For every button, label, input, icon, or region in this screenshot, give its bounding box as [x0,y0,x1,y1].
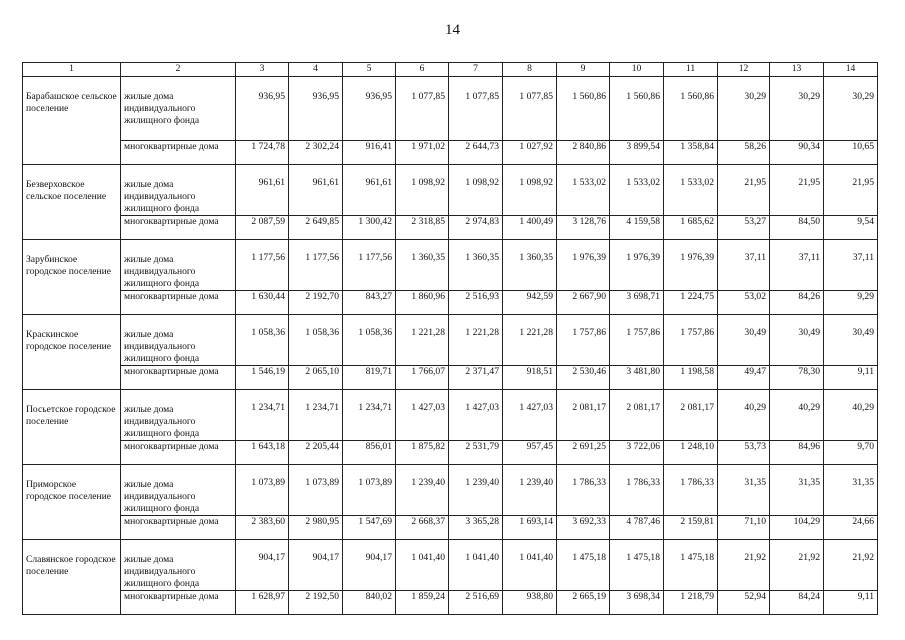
value-cell-col-3: 961,61 [236,165,289,216]
value-cell-col-7: 2 371,47 [449,366,503,390]
value-cell-col-6: 1 221,28 [396,315,449,366]
value-cell-col-5: 1 300,42 [343,216,396,240]
value-cell-col-3: 1 724,78 [236,141,289,165]
value-cell-col-12: 53,02 [718,291,770,315]
value-cell-col-11: 1 685,62 [664,216,718,240]
value-cell-col-14: 9,54 [824,216,878,240]
value-cell-col-6: 1 766,07 [396,366,449,390]
tariff-table [22,62,878,615]
value-cell-col-10: 1 757,86 [610,315,664,366]
housing-type: многоквартирные дома [121,291,236,315]
value-cell-col-12: 52,94 [718,591,770,615]
housing-type: многоквартирные дома [121,591,236,615]
value-cell-col-9: 1 475,18 [557,540,610,591]
table-body [23,63,878,615]
value-cell-col-6: 1 971,02 [396,141,449,165]
value-cell-col-12: 21,95 [718,165,770,216]
value-cell-col-14: 9,70 [824,441,878,465]
value-cell-col-10: 1 976,39 [610,240,664,291]
value-cell-col-10: 3 481,80 [610,366,664,390]
table-row [23,240,878,291]
value-cell-col-10: 1 786,33 [610,465,664,516]
value-cell-col-9: 2 081,17 [557,390,610,441]
value-cell-col-14: 9,11 [824,366,878,390]
value-cell-col-6: 1 859,24 [396,591,449,615]
value-cell-col-13: 30,49 [770,315,824,366]
housing-type: жилые дома индивидуального жилищного фонда [121,465,236,516]
value-cell-col-10: 3 899,54 [610,141,664,165]
column-number-14: 14 [824,63,878,77]
value-cell-col-6: 1 360,35 [396,240,449,291]
value-cell-col-4: 2 192,70 [289,291,343,315]
value-cell-col-8: 957,45 [503,441,557,465]
value-cell-col-12: 37,11 [718,240,770,291]
column-number-6: 6 [396,63,449,77]
value-cell-col-14: 21,95 [824,165,878,216]
value-cell-col-4: 1 234,71 [289,390,343,441]
housing-type: многоквартирные дома [121,366,236,390]
column-number-1: 1 [23,63,121,77]
value-cell-col-5: 819,71 [343,366,396,390]
value-cell-col-11: 1 198,58 [664,366,718,390]
value-cell-col-10: 3 722,06 [610,441,664,465]
housing-type: жилые дома индивидуального жилищного фонда [121,315,236,366]
table-row [23,366,878,390]
value-cell-col-7: 1 077,85 [449,77,503,141]
value-cell-col-14: 21,92 [824,540,878,591]
value-cell-col-13: 84,26 [770,291,824,315]
value-cell-col-7: 2 516,69 [449,591,503,615]
value-cell-col-6: 1 041,40 [396,540,449,591]
value-cell-col-14: 9,11 [824,591,878,615]
value-cell-col-5: 1 234,71 [343,390,396,441]
value-cell-col-13: 104,29 [770,516,824,540]
value-cell-col-4: 961,61 [289,165,343,216]
value-cell-col-11: 2 159,81 [664,516,718,540]
value-cell-col-8: 1 400,49 [503,216,557,240]
column-number-5: 5 [343,63,396,77]
value-cell-col-13: 37,11 [770,240,824,291]
value-cell-col-12: 21,92 [718,540,770,591]
value-cell-col-4: 2 065,10 [289,366,343,390]
settlement-name: Зарубинское городское поселение [23,240,121,315]
housing-type: жилые дома индивидуального жилищного фонда [121,240,236,291]
value-cell-col-4: 2 205,44 [289,441,343,465]
value-cell-col-9: 1 533,02 [557,165,610,216]
value-cell-col-6: 1 098,92 [396,165,449,216]
value-cell-col-10: 4 159,58 [610,216,664,240]
value-cell-col-13: 84,50 [770,216,824,240]
value-cell-col-7: 1 239,40 [449,465,503,516]
column-number-2: 2 [121,63,236,77]
value-cell-col-8: 942,59 [503,291,557,315]
value-cell-col-11: 1 475,18 [664,540,718,591]
value-cell-col-5: 904,17 [343,540,396,591]
value-cell-col-3: 1 234,71 [236,390,289,441]
value-cell-col-12: 40,29 [718,390,770,441]
housing-type: жилые дома индивидуального жилищного фонда [121,77,236,141]
value-cell-col-4: 2 649,85 [289,216,343,240]
housing-type: многоквартирные дома [121,516,236,540]
settlement-name: Славянское городское поселение [23,540,121,615]
value-cell-col-9: 3 692,33 [557,516,610,540]
value-cell-col-8: 1 693,14 [503,516,557,540]
value-cell-col-9: 2 665,19 [557,591,610,615]
value-cell-col-7: 2 974,83 [449,216,503,240]
value-cell-col-13: 84,24 [770,591,824,615]
value-cell-col-9: 1 757,86 [557,315,610,366]
value-cell-col-3: 1 643,18 [236,441,289,465]
value-cell-col-7: 1 221,28 [449,315,503,366]
value-cell-col-12: 30,49 [718,315,770,366]
value-cell-col-14: 9,29 [824,291,878,315]
column-number-13: 13 [770,63,824,77]
value-cell-col-5: 1 058,36 [343,315,396,366]
value-cell-col-6: 1 239,40 [396,465,449,516]
value-cell-col-10: 1 560,86 [610,77,664,141]
value-cell-col-8: 1 427,03 [503,390,557,441]
column-number-8: 8 [503,63,557,77]
value-cell-col-10: 1 533,02 [610,165,664,216]
value-cell-col-13: 21,95 [770,165,824,216]
value-cell-col-6: 1 427,03 [396,390,449,441]
value-cell-col-4: 1 177,56 [289,240,343,291]
value-cell-col-11: 1 248,10 [664,441,718,465]
value-cell-col-14: 30,29 [824,77,878,141]
value-cell-col-13: 84,96 [770,441,824,465]
table-row [23,165,878,216]
value-cell-col-13: 40,29 [770,390,824,441]
value-cell-col-11: 1 976,39 [664,240,718,291]
value-cell-col-3: 1 628,97 [236,591,289,615]
table-row [23,390,878,441]
table-row [23,591,878,615]
value-cell-col-7: 1 098,92 [449,165,503,216]
value-cell-col-5: 936,95 [343,77,396,141]
value-cell-col-11: 2 081,17 [664,390,718,441]
table-row [23,441,878,465]
value-cell-col-14: 30,49 [824,315,878,366]
value-cell-col-4: 1 058,36 [289,315,343,366]
value-cell-col-5: 961,61 [343,165,396,216]
value-cell-col-5: 856,01 [343,441,396,465]
column-number-row [23,63,878,77]
table-row [23,77,878,141]
value-cell-col-6: 1 077,85 [396,77,449,141]
value-cell-col-6: 2 318,85 [396,216,449,240]
value-cell-col-5: 916,41 [343,141,396,165]
value-cell-col-3: 1 177,56 [236,240,289,291]
settlement-name: Безверховское сельское поселение [23,165,121,240]
value-cell-col-3: 936,95 [236,77,289,141]
value-cell-col-11: 1 560,86 [664,77,718,141]
value-cell-col-7: 3 365,28 [449,516,503,540]
value-cell-col-7: 1 360,35 [449,240,503,291]
value-cell-col-4: 2 980,95 [289,516,343,540]
value-cell-col-12: 53,73 [718,441,770,465]
settlement-name: Барабашское сельское поселение [23,77,121,165]
column-number-12: 12 [718,63,770,77]
value-cell-col-5: 1 547,69 [343,516,396,540]
value-cell-col-12: 53,27 [718,216,770,240]
value-cell-col-9: 2 530,46 [557,366,610,390]
value-cell-col-12: 30,29 [718,77,770,141]
value-cell-col-6: 1 860,96 [396,291,449,315]
settlement-name: Приморское городское поселение [23,465,121,540]
value-cell-col-13: 78,30 [770,366,824,390]
value-cell-col-10: 1 475,18 [610,540,664,591]
value-cell-col-14: 37,11 [824,240,878,291]
value-cell-col-9: 2 840,86 [557,141,610,165]
value-cell-col-4: 936,95 [289,77,343,141]
value-cell-col-9: 3 128,76 [557,216,610,240]
column-number-9: 9 [557,63,610,77]
settlement-name: Краскинское городское поселение [23,315,121,390]
value-cell-col-12: 71,10 [718,516,770,540]
value-cell-col-11: 1 224,75 [664,291,718,315]
value-cell-col-11: 1 757,86 [664,315,718,366]
value-cell-col-7: 1 041,40 [449,540,503,591]
value-cell-col-13: 21,92 [770,540,824,591]
value-cell-col-13: 30,29 [770,77,824,141]
value-cell-col-4: 2 302,24 [289,141,343,165]
value-cell-col-8: 1 041,40 [503,540,557,591]
value-cell-col-10: 3 698,71 [610,291,664,315]
value-cell-col-3: 1 058,36 [236,315,289,366]
value-cell-col-9: 1 560,86 [557,77,610,141]
value-cell-col-5: 1 073,89 [343,465,396,516]
column-number-3: 3 [236,63,289,77]
value-cell-col-14: 24,66 [824,516,878,540]
column-number-7: 7 [449,63,503,77]
value-cell-col-11: 1 533,02 [664,165,718,216]
value-cell-col-8: 1 360,35 [503,240,557,291]
value-cell-col-11: 1 358,84 [664,141,718,165]
housing-type: многоквартирные дома [121,216,236,240]
value-cell-col-5: 840,02 [343,591,396,615]
column-number-10: 10 [610,63,664,77]
housing-type: многоквартирные дома [121,441,236,465]
housing-type: жилые дома индивидуального жилищного фонда [121,390,236,441]
housing-type: жилые дома индивидуального жилищного фонда [121,165,236,216]
value-cell-col-13: 31,35 [770,465,824,516]
table-row [23,540,878,591]
value-cell-col-6: 2 668,37 [396,516,449,540]
table-row [23,315,878,366]
value-cell-col-8: 1 098,92 [503,165,557,216]
value-cell-col-10: 3 698,34 [610,591,664,615]
value-cell-col-12: 58,26 [718,141,770,165]
value-cell-col-7: 2 516,93 [449,291,503,315]
value-cell-col-14: 10,65 [824,141,878,165]
value-cell-col-8: 918,51 [503,366,557,390]
column-number-4: 4 [289,63,343,77]
value-cell-col-5: 1 177,56 [343,240,396,291]
table-row [23,216,878,240]
value-cell-col-3: 2 383,60 [236,516,289,540]
value-cell-col-4: 2 192,50 [289,591,343,615]
housing-type: жилые дома индивидуального жилищного фонда [121,540,236,591]
value-cell-col-10: 2 081,17 [610,390,664,441]
table-row [23,465,878,516]
value-cell-col-3: 904,17 [236,540,289,591]
value-cell-col-8: 1 221,28 [503,315,557,366]
value-cell-col-9: 2 667,90 [557,291,610,315]
value-cell-col-12: 31,35 [718,465,770,516]
column-number-11: 11 [664,63,718,77]
value-cell-col-8: 1 027,92 [503,141,557,165]
value-cell-col-11: 1 218,79 [664,591,718,615]
value-cell-col-3: 1 630,44 [236,291,289,315]
value-cell-col-9: 1 786,33 [557,465,610,516]
table-row [23,291,878,315]
value-cell-col-14: 40,29 [824,390,878,441]
value-cell-col-7: 2 531,79 [449,441,503,465]
value-cell-col-10: 4 787,46 [610,516,664,540]
value-cell-col-4: 904,17 [289,540,343,591]
table-row [23,516,878,540]
table-row [23,141,878,165]
value-cell-col-7: 1 427,03 [449,390,503,441]
value-cell-col-6: 1 875,82 [396,441,449,465]
value-cell-col-4: 1 073,89 [289,465,343,516]
value-cell-col-14: 31,35 [824,465,878,516]
value-cell-col-12: 49,47 [718,366,770,390]
value-cell-col-8: 938,80 [503,591,557,615]
value-cell-col-3: 1 073,89 [236,465,289,516]
value-cell-col-11: 1 786,33 [664,465,718,516]
value-cell-col-9: 2 691,25 [557,441,610,465]
value-cell-col-5: 843,27 [343,291,396,315]
value-cell-col-3: 2 087,59 [236,216,289,240]
page-number: 14 [445,22,460,38]
value-cell-col-8: 1 077,85 [503,77,557,141]
value-cell-col-8: 1 239,40 [503,465,557,516]
value-cell-col-9: 1 976,39 [557,240,610,291]
value-cell-col-7: 2 644,73 [449,141,503,165]
housing-type: многоквартирные дома [121,141,236,165]
value-cell-col-13: 90,34 [770,141,824,165]
settlement-name: Посьетское городское поселение [23,390,121,465]
value-cell-col-3: 1 546,19 [236,366,289,390]
